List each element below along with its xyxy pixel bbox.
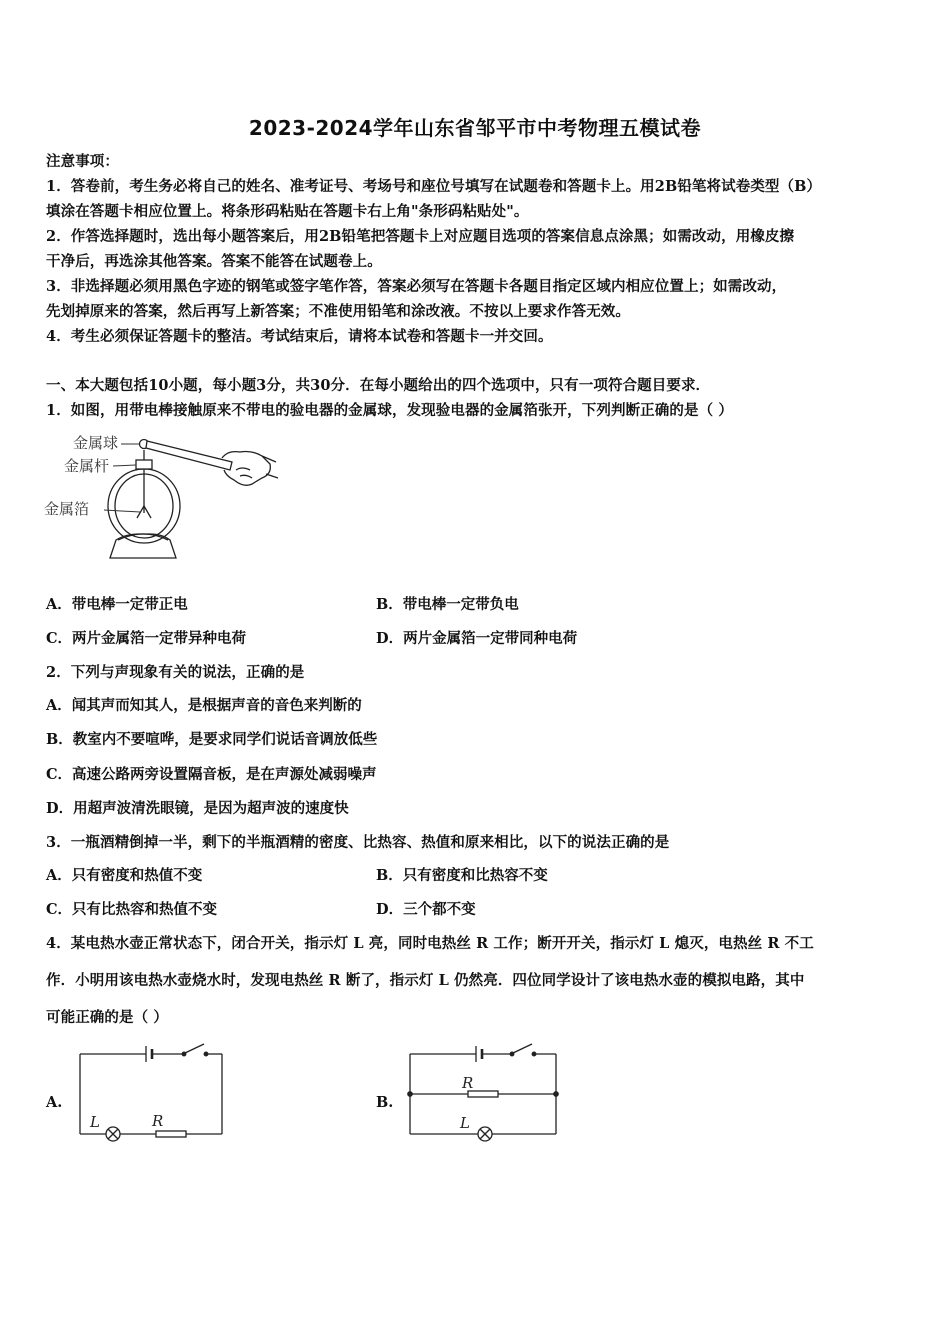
q1-option-b[interactable]: B．带电棒一定带负电 [376, 596, 519, 613]
q2-option-c[interactable]: C．高速公路两旁设置隔音板，是在声源处减弱噪声 [46, 766, 377, 783]
q2-option-d[interactable]: D．用超声波清洗眼镜，是因为超声波的速度快 [46, 800, 349, 817]
q1-option-c[interactable]: C．两片金属箔一定带异种电荷 [46, 630, 247, 647]
question-3-stem: 3．一瓶酒精倒掉一半，剩下的半瓶酒精的密度、比热容、热值和原来相比，以下的说法正确的是 [46, 834, 670, 851]
electroscope-figure [40, 428, 280, 563]
notice-line: 先划掉原来的答案，然后再写上新答案；不准使用铅笔和涂改液。不按以上要求作答无效。 [46, 303, 630, 320]
notice-line: 填涂在答题卡相应位置上。将条形码粘贴在答题卡右上角"条形码粘贴处"。 [46, 203, 529, 220]
section-heading: 一、本大题包括10小题，每小题3分，共30分．在每小题给出的四个选项中，只有一项符合题目要求． [46, 377, 711, 394]
label-lamp: L [90, 1113, 100, 1131]
notice-line: 4．考生必须保证答题卡的整洁。考试结束后，请将本试卷和答题卡一并交回。 [46, 328, 553, 345]
q3-option-d[interactable]: D．三个都不变 [376, 901, 476, 918]
label-resistor: R [462, 1074, 474, 1092]
notice-heading: 注意事项： [46, 153, 119, 170]
q2-option-a[interactable]: A．闻其声而知其人，是根据声音的音色来判断的 [46, 697, 362, 714]
question-4-stem-line3: 可能正确的是（ ） [46, 1009, 168, 1026]
label-metal-ball: 金属球 [73, 434, 119, 452]
q1-option-a[interactable]: A．带电棒一定带正电 [46, 596, 188, 613]
q2-option-b[interactable]: B．教室内不要喧哗，是要求同学们说话音调放低些 [46, 731, 378, 748]
page-title: 2023-2024学年山东省邹平市中考物理五模试卷 [248, 116, 702, 140]
question-4-stem-line1: 4．某电热水壶正常状态下，闭合开关，指示灯 L 亮，同时电热丝 R 工作；断开开关，指示灯 L 熄灭，电热丝 R 不工 [46, 935, 814, 952]
label-metal-foil: 金属箔 [44, 500, 90, 518]
notice-line: 3．非选择题必须用黑色字迹的钢笔或签字笔作答，答案必须写在答题卡各题目指定区域内相应位置上；如需改动， [46, 278, 787, 295]
question-2-stem: 2．下列与声现象有关的说法，正确的是 [46, 664, 305, 681]
label-lamp: L [460, 1114, 470, 1132]
q3-option-a[interactable]: A．只有密度和热值不变 [46, 867, 203, 884]
notice-line: 干净后，再选涂其他答案。答案不能答在试题卷上。 [46, 253, 382, 270]
q4-option-b[interactable]: B. [376, 1094, 394, 1111]
label-resistor: R [152, 1112, 164, 1130]
circuit-b-figure [402, 1040, 567, 1145]
q4-option-a[interactable]: A. [46, 1094, 63, 1111]
q1-option-d[interactable]: D．两片金属箔一定带同种电荷 [376, 630, 578, 647]
circuit-a-figure [72, 1040, 232, 1145]
notice-line: 1．答卷前，考生务必将自己的姓名、准考证号、考场号和座位号填写在试题卷和答题卡上。用2B铅笔将试卷类型（B） [46, 178, 822, 195]
question-1-stem: 1．如图，用带电棒接触原来不带电的验电器的金属球，发现验电器的金属箔张开，下列判断正确的是（ ） [46, 402, 733, 419]
label-metal-rod: 金属杆 [64, 457, 110, 475]
q3-option-b[interactable]: B．只有密度和比热容不变 [376, 867, 548, 884]
q3-option-c[interactable]: C．只有比热容和热值不变 [46, 901, 218, 918]
question-4-stem-line2: 作．小明用该电热水壶烧水时，发现电热丝 R 断了，指示灯 L 仍然亮．四位同学设计了该电热水壶的模拟电路，其中 [46, 972, 805, 989]
notice-line: 2．作答选择题时，选出每小题答案后，用2B铅笔把答题卡上对应题目选项的答案信息点涂黑；如需改动，用橡皮擦 [46, 228, 795, 245]
